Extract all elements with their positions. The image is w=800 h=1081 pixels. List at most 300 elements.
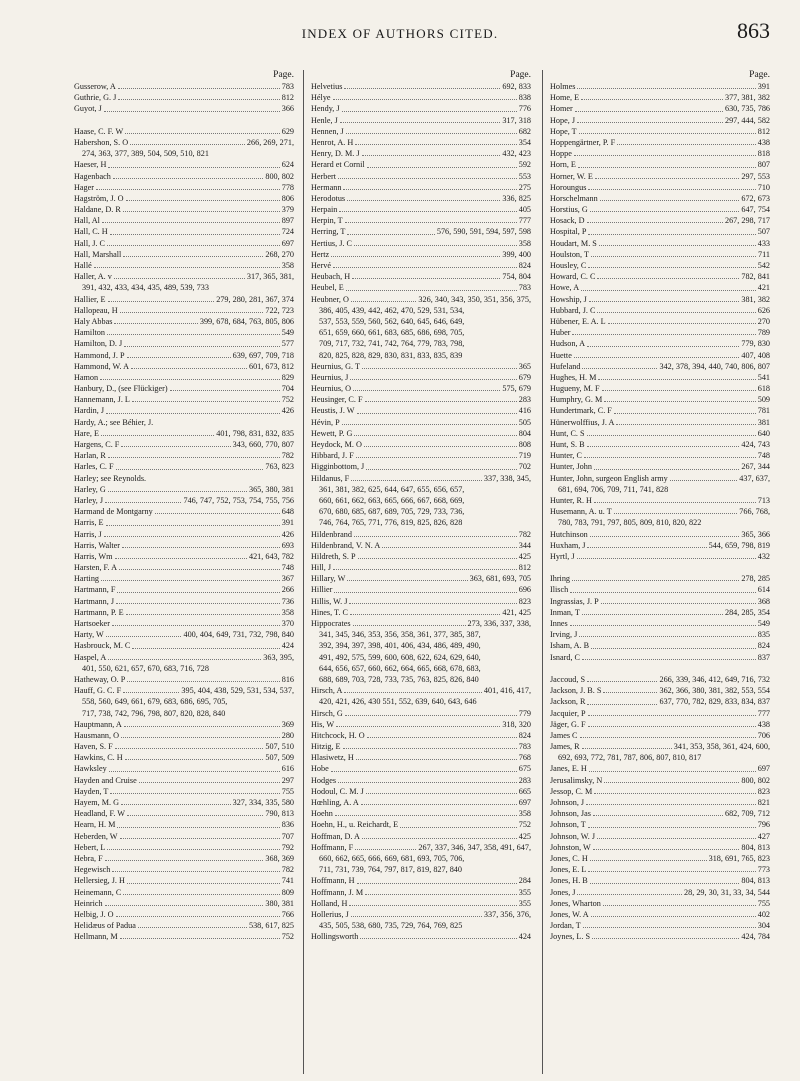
page-references: 379 (281, 205, 294, 215)
author-name: Hennen, J (311, 126, 344, 136)
page-references: 280 (281, 730, 294, 740)
author-name: Hawkins, C. H (74, 753, 123, 763)
author-name: Hall, Al (74, 216, 100, 226)
author-name: Heusinger, C. F (311, 395, 363, 405)
index-entry (74, 652, 294, 663)
index-entry (311, 741, 531, 752)
index-entry (74, 81, 294, 92)
page-references: 541 (757, 372, 770, 382)
page-references: 835 (757, 630, 770, 640)
index-entry (74, 182, 294, 193)
index-entry (74, 562, 294, 573)
dot-leader (356, 450, 517, 458)
author-name: Hughes, H. M (550, 372, 597, 382)
index-entry (311, 215, 531, 226)
page-references: 702 (518, 462, 531, 472)
index-entry (550, 730, 770, 741)
author-name: Hayem, M. G (74, 798, 120, 807)
dot-leader (572, 573, 739, 581)
index-entry (550, 875, 770, 886)
author-name: Jessop, C. M (550, 786, 593, 796)
index-entry (311, 842, 531, 853)
author-name: Hamon (74, 372, 99, 382)
author-name: Johnson, T (550, 820, 586, 830)
index-entry (74, 495, 294, 506)
index-entry (74, 271, 294, 282)
index-column-2 (311, 70, 531, 942)
author-name: Howe, A (550, 283, 580, 293)
dot-leader (355, 137, 516, 145)
author-name: Irving, J (550, 630, 578, 640)
index-entry (550, 81, 770, 92)
index-entry-continuation: 681, 694, 706, 709, 711, 741, 828 (558, 484, 669, 494)
dot-leader (352, 271, 500, 279)
author-name: Helbig, J. O (74, 909, 114, 919)
index-entry (311, 372, 531, 383)
index-column-1 (74, 70, 294, 942)
author-name: Haven, S. F (74, 742, 113, 752)
dot-leader (581, 282, 756, 290)
page-references: 575, 679 (502, 384, 531, 394)
author-name: Hall, J. C (74, 238, 105, 248)
author-name: Isham, A. B (550, 641, 590, 651)
page-references: 400, 404, 649, 731, 732, 798, 840 (183, 630, 294, 640)
page-references: 424, 743 (741, 440, 770, 449)
page-references: 777 (518, 216, 531, 226)
page-references: 358 (518, 809, 531, 819)
author-name: Haspel, A (74, 652, 107, 662)
index-entry (311, 238, 531, 249)
page-references: 542 (757, 261, 770, 270)
page-references: 273, 336, 337, 338, (467, 619, 531, 628)
index-entry (311, 226, 531, 237)
index-entry (311, 405, 531, 416)
index-column-3 (550, 70, 770, 942)
index-entry (550, 148, 770, 159)
index-entry (311, 540, 531, 551)
dot-leader (593, 808, 723, 816)
author-name: Hargens, C. F (74, 440, 120, 449)
page-references: 614 (757, 585, 770, 595)
dot-leader (105, 495, 181, 503)
index-entry-continuation: 644, 656, 657, 660, 662, 664, 665, 668, 678, 683, (319, 663, 481, 673)
dot-leader (106, 517, 280, 525)
page-references: 365, 366 (741, 529, 770, 539)
dot-leader (581, 92, 723, 100)
author-name: Harley, J (74, 495, 104, 505)
author-name: Horner, W. E (550, 171, 593, 181)
index-entry (550, 551, 770, 562)
author-name: Hasbrouck, M. C (74, 641, 131, 651)
author-name: Hardin, J (74, 406, 105, 416)
page-references: 266 (281, 585, 294, 595)
page-references: 626 (757, 305, 770, 315)
page-references: 800, 802 (741, 775, 770, 785)
author-name: Hünerwolffius, J. A (550, 417, 615, 427)
index-entry (74, 685, 294, 696)
index-entry (311, 383, 531, 394)
page-references: 336, 825 (502, 193, 531, 203)
page-references: 327, 334, 335, 580 (232, 798, 294, 807)
author-name: Jerusalimsky, N (550, 775, 603, 785)
index-entry (550, 685, 770, 696)
author-name: Hagenbach (74, 171, 111, 181)
index-entry-continuation: 780, 783, 791, 797, 805, 809, 810, 820, 822 (558, 518, 702, 528)
author-name: Howard, C. C (550, 272, 596, 282)
dot-leader (333, 562, 517, 570)
author-name: Harles, C. F (74, 462, 114, 472)
page-references: 270 (757, 316, 770, 326)
index-entry (311, 898, 531, 909)
dot-leader (355, 842, 416, 850)
page-references: 824 (518, 730, 531, 740)
page-references: 297 (281, 775, 294, 785)
page-references: 779 (518, 708, 531, 718)
index-entry (74, 596, 294, 607)
index-entry (74, 674, 294, 685)
author-name: Hewett, P. G (311, 428, 353, 438)
author-name: Jones, W. A (550, 909, 589, 919)
dot-leader (350, 607, 500, 615)
author-name: Heydock, M. O (311, 440, 362, 449)
dot-leader (614, 506, 738, 514)
dot-leader (354, 428, 516, 436)
page-references: 355 (518, 887, 531, 897)
index-entry (550, 115, 770, 126)
page-references: 28, 29, 30, 31, 33, 34, 544 (684, 887, 770, 897)
author-name: Hermann (311, 182, 342, 192)
page-references: 639, 697, 709, 718 (232, 350, 294, 360)
dot-leader (574, 350, 740, 358)
dot-leader (340, 115, 501, 123)
index-entry (550, 171, 770, 182)
author-name: Hunt, S. B (550, 440, 585, 449)
author-name: Hellersieg, J. H (74, 876, 125, 886)
author-name: Isnard, C (550, 652, 581, 662)
page-references: 544, 659, 798, 819 (708, 540, 770, 550)
dot-leader (590, 529, 740, 537)
index-entry (311, 361, 531, 372)
page-references: 427 (757, 831, 770, 841)
index-entry (550, 383, 770, 394)
author-name: Hellmann, M (74, 932, 118, 942)
index-entry-continuation: 660, 662, 665, 666, 669, 681, 693, 705, 706, (319, 853, 465, 863)
author-name: Harty, W (74, 630, 104, 640)
dot-leader (357, 405, 517, 413)
index-entry (74, 875, 294, 886)
page-references: 368 (757, 596, 770, 606)
dot-leader (121, 439, 230, 447)
author-name: Holmes (550, 82, 576, 91)
page-references: 553 (518, 171, 531, 181)
index-entry (311, 596, 531, 607)
index-entry (550, 350, 770, 361)
dot-leader (112, 618, 280, 626)
index-entry (74, 517, 294, 528)
page-references: 763, 823 (265, 462, 294, 472)
index-entry (311, 204, 531, 215)
dot-leader (602, 383, 756, 391)
dot-leader (116, 909, 280, 917)
author-name: Hartmann, P. E (74, 607, 124, 617)
author-name: Hannemann, J. L (74, 395, 130, 405)
dot-leader (347, 193, 500, 201)
page-references: 682 (518, 126, 531, 136)
index-entry (74, 763, 294, 774)
page-references: 416 (518, 406, 531, 416)
dot-leader (346, 126, 517, 134)
index-entry (550, 898, 770, 909)
index-entry (550, 193, 770, 204)
dot-leader (594, 495, 756, 503)
page-references: 317, 365, 381, (246, 272, 294, 282)
index-entry (74, 417, 294, 428)
dot-leader (125, 126, 279, 134)
dot-leader (342, 103, 517, 111)
index-entry (311, 417, 531, 428)
author-name: Hayden and Cruise (74, 775, 137, 785)
index-entry (311, 808, 531, 819)
author-name: Harting (74, 574, 100, 584)
index-entry (550, 652, 770, 663)
author-name: Husemann, A. u. T (550, 507, 612, 517)
dot-leader (124, 719, 280, 727)
index-entry (74, 260, 294, 271)
page-references: 505 (518, 417, 531, 427)
dot-leader (112, 864, 279, 872)
author-name: Johnson, W. J (550, 831, 596, 841)
page-references: 507 (757, 227, 770, 237)
dot-leader (132, 394, 280, 402)
page-references: 618 (757, 384, 770, 394)
index-entry (550, 741, 770, 752)
page-references: 337, 338, 345, (483, 473, 531, 483)
page-references: 697 (281, 238, 294, 248)
page-references: 601, 673, 812 (248, 361, 294, 371)
page-references: 679 (518, 372, 531, 382)
page-references: 792 (281, 842, 294, 852)
author-name: Hunter, John, surgeon English army (550, 473, 668, 483)
index-entry (74, 640, 294, 651)
author-name: Hillier (311, 585, 333, 595)
dot-leader (124, 338, 280, 346)
index-entry (550, 786, 770, 797)
author-name: Haeser, H (74, 160, 107, 170)
author-name: Hirsch, A (311, 686, 343, 696)
page-references: 304 (757, 921, 770, 931)
author-name: Horstius, G (550, 205, 588, 215)
page-references: 781 (757, 406, 770, 416)
index-entry (550, 607, 770, 618)
dot-leader (360, 931, 516, 939)
dot-leader (113, 171, 264, 179)
author-name: Hamilton, D. J (74, 339, 123, 349)
dot-leader (344, 685, 482, 693)
page-references: 713 (757, 495, 770, 505)
page-references: 424 (518, 932, 531, 942)
dot-leader (121, 797, 231, 805)
page-references: 808 (518, 440, 531, 449)
page-references: 778 (281, 182, 294, 192)
page-references: 707 (281, 831, 294, 841)
author-name: Harris, E (74, 518, 104, 528)
page-references: 421 (757, 283, 770, 293)
dot-leader (570, 584, 756, 592)
index-entry (311, 148, 531, 159)
author-name: Huber (550, 328, 571, 338)
index-entry (550, 204, 770, 215)
page-references: 279, 280, 281, 367, 374 (216, 294, 294, 304)
index-entry (311, 260, 531, 271)
author-name: Hardy, A.; see Béhier, J. (74, 417, 154, 427)
dot-leader (127, 808, 263, 816)
page-references: 746, 747, 752, 753, 754, 755, 756 (183, 495, 294, 505)
index-entry (550, 708, 770, 719)
page-references: 809 (281, 887, 294, 897)
index-entry (74, 473, 294, 484)
dot-leader (593, 842, 740, 850)
page-references: 592 (518, 160, 531, 170)
dot-leader (588, 708, 756, 716)
index-entry (74, 618, 294, 629)
index-entry (550, 137, 770, 148)
author-name: Gusserow, A (74, 82, 116, 91)
index-entry (550, 618, 770, 629)
dot-leader (356, 752, 517, 760)
page-references: 267, 344 (741, 462, 770, 472)
dot-leader (148, 473, 292, 481)
dot-leader (126, 193, 280, 201)
index-entry (74, 573, 294, 584)
page-references: 782, 841 (741, 272, 770, 282)
author-name: Jackson, J. B. S (550, 686, 602, 696)
author-name: Housley, C (550, 261, 587, 270)
author-name: Hufeland (550, 361, 581, 371)
dot-leader (131, 361, 247, 369)
author-name: Horn, E (550, 160, 576, 170)
author-name: Heurnius, O (311, 384, 352, 394)
page-references: 369 (281, 719, 294, 729)
index-entry (550, 226, 770, 237)
page-references: 616 (281, 764, 294, 774)
author-name: Higginbottom, J (311, 462, 365, 472)
dot-leader (353, 618, 466, 626)
index-entry (74, 204, 294, 215)
dot-leader (94, 260, 280, 268)
author-name: Jäger, G. F (550, 719, 586, 729)
page-references: 812 (518, 563, 531, 573)
letter-section-gap (550, 663, 770, 674)
index-entry (311, 115, 531, 126)
dot-leader (579, 629, 755, 637)
page-references: 710 (757, 182, 770, 192)
index-entry (74, 383, 294, 394)
page-references: 672, 673 (741, 193, 770, 203)
index-entry (550, 103, 770, 114)
dot-leader (587, 696, 657, 704)
dot-leader (127, 875, 280, 883)
author-name: Jacquier, P (550, 708, 586, 718)
dot-leader (614, 405, 756, 413)
dot-leader (579, 126, 756, 134)
dot-leader (107, 842, 279, 850)
index-entry-continuation: 651, 659, 660, 661, 683, 685, 686, 698, 705, (319, 328, 465, 338)
author-name: Hollerius, J (311, 909, 349, 919)
index-entry (311, 450, 531, 461)
dot-leader (108, 450, 280, 458)
index-entry (74, 238, 294, 249)
dot-leader (362, 831, 517, 839)
index-entry (74, 226, 294, 237)
index-entry (550, 461, 770, 472)
index-entry (74, 831, 294, 842)
dot-leader (155, 506, 280, 514)
author-name: Heurnius, J (311, 372, 349, 382)
index-entry (311, 931, 531, 942)
page-references: 344 (518, 540, 531, 550)
page-references: 399, 400 (502, 249, 531, 259)
page-references: 755 (757, 898, 770, 908)
page-references: 752 (281, 395, 294, 405)
page-references: 818 (757, 149, 770, 159)
author-name: Ingrassias, J. P (550, 596, 599, 606)
dot-leader (578, 159, 756, 167)
page-references: 741 (281, 876, 294, 886)
index-entry-continuation: 386, 405, 439, 442, 462, 470, 529, 531, 534, (319, 305, 465, 315)
page-references: 630, 735, 786 (724, 104, 770, 114)
dot-leader (592, 931, 739, 939)
page-references: 391 (757, 82, 770, 91)
page-references: 425 (518, 551, 531, 561)
dot-leader (108, 484, 247, 492)
author-name: Hauff, G. C. F (74, 686, 122, 696)
dot-leader (597, 271, 739, 279)
page-references: 824 (757, 641, 770, 651)
author-name: Hunt, C. S (550, 428, 585, 438)
page-references: 318, 320 (502, 719, 531, 729)
author-name: Henrot, A. H (311, 137, 354, 147)
page-references: 897 (281, 216, 294, 226)
dot-leader (588, 226, 755, 234)
page-references: 377, 381, 382 (724, 93, 770, 103)
index-entry-continuation: 537, 553, 559, 560, 562, 640, 645, 646, 649, (319, 316, 465, 326)
author-name: Ihring (550, 574, 571, 584)
author-name: Hausmann, O (74, 730, 120, 740)
author-name: Hertz (311, 249, 330, 259)
page-references: 355 (518, 898, 531, 908)
index-entry-continuation: 420, 421, 426, 430 551, 552, 639, 640, 643, 646 (319, 697, 477, 707)
index-entry (311, 193, 531, 204)
author-name: James, R (550, 742, 580, 752)
author-name: Hagström, J. O (74, 193, 124, 203)
author-name: Hévin, P (311, 417, 340, 427)
index-entry (550, 931, 770, 942)
author-name: Houlston, T (550, 249, 589, 259)
author-name: Hlasiwetz, H (311, 753, 354, 763)
author-name: Johnston, W (550, 842, 591, 852)
dot-leader (586, 797, 756, 805)
author-name: Jaccoud, S (550, 674, 586, 684)
page-references: 438 (757, 137, 770, 147)
dot-leader (588, 864, 755, 872)
author-name: Herodotus (311, 193, 346, 203)
dot-leader (342, 417, 517, 425)
page-references: 424 (281, 641, 294, 651)
index-entry-continuation: 361, 381, 382, 625, 644, 647, 655, 656, 657, (319, 484, 465, 494)
author-name: Hebert, L (74, 842, 106, 852)
page-references: 773 (757, 865, 770, 875)
dot-leader (139, 775, 280, 783)
